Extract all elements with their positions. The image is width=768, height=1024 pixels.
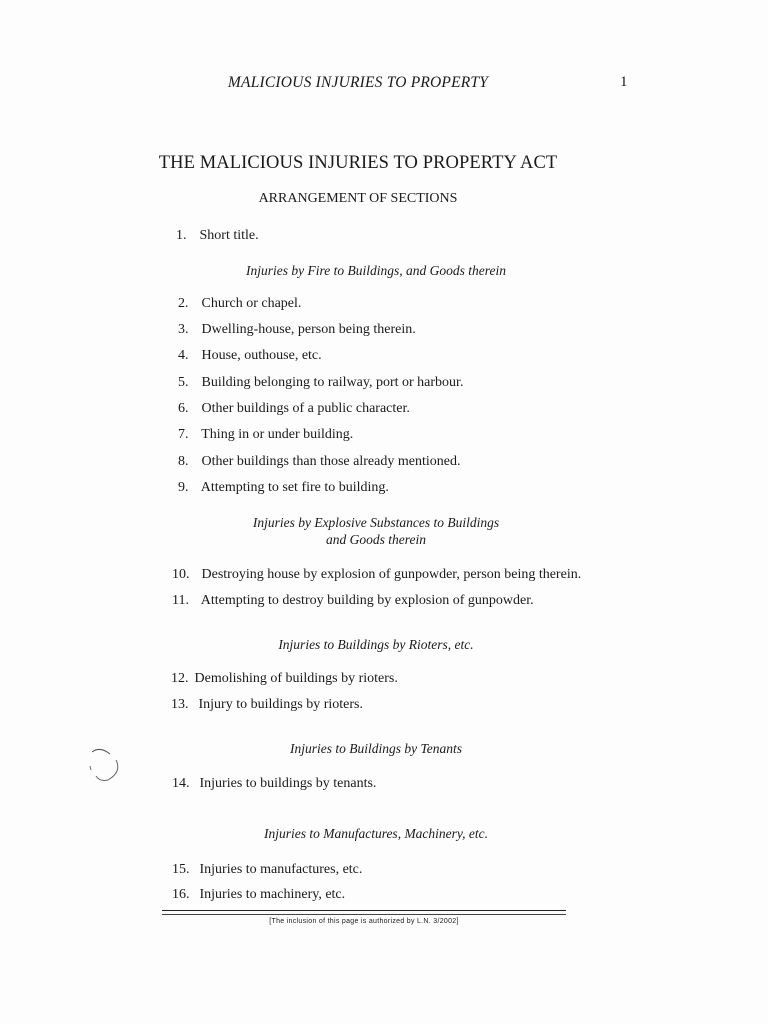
group-heading [0,825,752,842]
group-heading-line: Injuries to Buildings by Rioters, etc. [278,637,474,652]
section-number: 7. [178,427,189,442]
running-head: MALICIOUS INJURIES TO PROPERTY [227,74,489,91]
section-title: Dwelling-house, person being therein. [201,322,416,337]
footer-note: [The inclusion of this page is authorized by L.N. 3/2002] [269,918,459,925]
section-item [172,776,376,792]
section-title: Other buildings of a public character. [201,401,410,416]
section-title: Other buildings than those already mentioned. [201,454,461,469]
section-item [176,228,259,244]
section-number: 15. [172,862,190,877]
group-heading-line: Injuries by Fire to Buildings, and Goods therein [246,263,506,278]
section-item [178,322,416,338]
section-number: 16. [172,887,190,902]
section-title: Building belonging to railway, port or harbour. [201,375,464,390]
section-item [171,697,363,713]
section-title: Injury to buildings by rioters. [198,697,363,712]
section-title: House, outhouse, etc. [201,348,322,363]
section-item [178,348,322,364]
section-item [172,887,345,903]
section-title: Demolishing of buildings by rioters. [194,671,398,686]
section-number: 5. [178,375,189,390]
section-number: 8. [178,454,189,469]
section-number: 3. [178,322,189,337]
group-heading-line: Injuries to Buildings by Tenants [289,741,462,756]
section-title: Injuries to machinery, etc. [199,887,346,902]
group-heading-line: Injuries by Explosive Substances to Buildings [252,515,500,530]
section-number: 11. [172,593,189,608]
section-item [171,671,398,687]
section-number: 12. [171,671,189,686]
act-title: THE MALICIOUS INJURIES TO PROPERTY ACT [158,153,558,173]
section-number: 13. [171,697,189,712]
section-item [178,480,389,496]
section-title: Short title. [199,228,259,243]
footer-rule [162,914,566,915]
page-number: 1 [620,74,628,90]
punch-hole-mark [88,746,124,786]
section-title: Thing in or under building. [201,427,354,442]
section-number: 6. [178,401,189,416]
section-number: 10. [172,567,190,582]
group-heading-line: and Goods therein [326,532,426,547]
section-item [172,862,362,878]
section-title: Injuries to buildings by tenants. [199,776,377,791]
footer-rule [162,910,566,911]
section-title: Church or chapel. [201,296,302,311]
section-number: 14. [172,776,190,791]
section-item [178,454,460,470]
section-title: Attempting to set fire to building. [200,480,389,495]
section-number: 9. [178,480,189,495]
section-title: Injuries to manufactures, etc. [199,862,363,877]
section-item [172,567,581,583]
section-number: 4. [178,348,189,363]
section-number: 1. [176,228,187,243]
section-item [172,593,534,609]
section-item [178,401,410,417]
section-number: 2. [178,296,189,311]
arrangement-heading: ARRANGEMENT OF SECTIONS [258,191,458,206]
section-item [178,427,353,443]
group-heading [0,262,752,279]
section-item [178,375,463,391]
section-item [178,296,301,312]
group-heading [0,514,752,548]
group-heading-line: Injuries to Manufactures, Machinery, etc. [263,826,489,841]
section-title: Attempting to destroy building by explosion of gunpowder. [200,593,534,608]
section-title: Destroying house by explosion of gunpowder, person being therein. [201,567,582,582]
group-heading [0,636,752,653]
